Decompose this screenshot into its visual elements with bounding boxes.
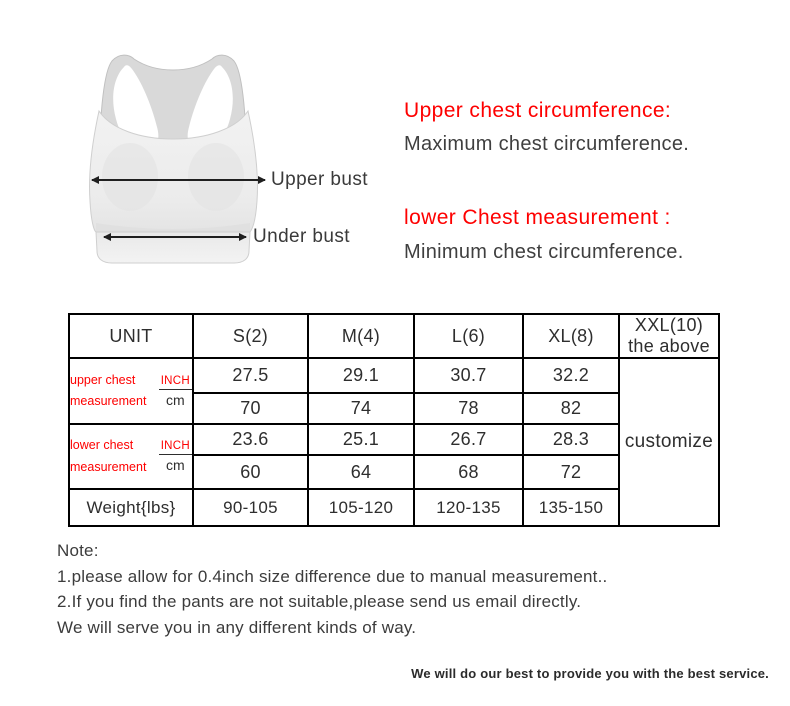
table-cell: 29.1	[308, 358, 414, 393]
note-line-2: 2.If you find the pants are not suitable,please send us email directly.	[57, 592, 582, 611]
header-xxl-line1: XXL(10)	[634, 315, 704, 336]
table-cell: 28.3	[523, 424, 619, 455]
upper-chest-label-cell	[69, 358, 193, 424]
table-cell: 72	[523, 455, 619, 489]
unit-cm-label: cm	[166, 457, 185, 473]
unit-cm-label: cm	[166, 391, 185, 408]
lower-chest-title: lower Chest measurement :	[404, 206, 671, 229]
header-xxl-line2: the above	[628, 336, 710, 356]
table-cell: 32.2	[523, 358, 619, 393]
weight-label: Weight{lbs}	[69, 489, 193, 526]
note-title: Note:	[57, 541, 99, 560]
table-cell: 60	[193, 455, 308, 489]
header-size-s: S(2)	[193, 314, 308, 358]
table-cell: 27.5	[193, 358, 308, 393]
unit-inch-label: INCH	[159, 440, 192, 455]
upper-bust-arrow	[92, 179, 265, 181]
header-size-xl: XL(8)	[523, 314, 619, 358]
under-bust-arrow	[104, 236, 246, 238]
upper-chest-inch-row	[69, 358, 719, 393]
upper-chest-label: upper chest measurement	[70, 372, 147, 408]
under-bust-label: Under bust	[253, 226, 350, 247]
table-cell: 23.6	[193, 424, 308, 455]
table-cell: 30.7	[414, 358, 523, 393]
unit-inch-label: INCH	[159, 375, 192, 390]
upper-chest-title: Upper chest circumference:	[404, 99, 672, 122]
unit-fraction	[159, 375, 192, 408]
bra-bust-shade-left	[102, 143, 158, 211]
note-line-1: 1.please allow for 0.4inch size difference due to manual measurement..	[57, 566, 608, 586]
lower-chest-text: Minimum chest circumference.	[404, 241, 684, 263]
upper-bust-label: Upper bust	[271, 169, 368, 190]
table-header-row	[69, 314, 719, 358]
header-unit: UNIT	[69, 314, 193, 358]
table-cell: 105-120	[308, 489, 414, 526]
table-cell: 25.1	[308, 424, 414, 455]
table-cell: 82	[523, 393, 619, 424]
unit-fraction	[159, 440, 192, 473]
header-size-m: M(4)	[308, 314, 414, 358]
upper-chest-text: Maximum chest circumference.	[404, 133, 690, 155]
bra-bust-shade-right	[188, 143, 244, 211]
table-cell: 70	[193, 393, 308, 424]
table-cell: 120-135	[414, 489, 523, 526]
table-cell: 74	[308, 393, 414, 424]
service-promise-text: We will do our best to provide you with the best service.	[411, 666, 769, 681]
customize-cell: customize	[619, 358, 719, 526]
header-size-l: L(6)	[414, 314, 523, 358]
table-cell: 26.7	[414, 424, 523, 455]
header-size-xxl	[619, 314, 719, 358]
lower-chest-label-cell	[69, 424, 193, 489]
table-cell: 90-105	[193, 489, 308, 526]
note-block	[57, 538, 607, 640]
table-cell: 64	[308, 455, 414, 489]
table-cell: 68	[414, 455, 523, 489]
size-table	[68, 313, 720, 527]
table-cell: 78	[414, 393, 523, 424]
table-cell: 135-150	[523, 489, 619, 526]
lower-chest-label: lower chest measurement	[70, 438, 147, 474]
note-line-3: We will serve you in any different kinds of way.	[57, 617, 417, 637]
